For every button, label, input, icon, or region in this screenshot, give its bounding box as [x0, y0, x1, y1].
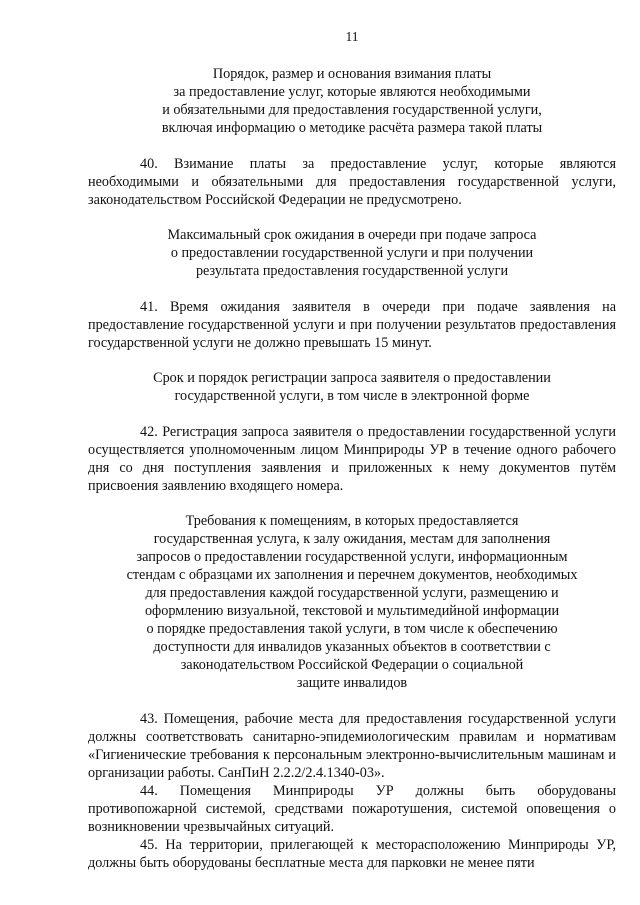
paragraph-44: 44. Помещения Минприроды УР должны быть оборудованы противопожарной системой, средствами пожаротушения, системой оповещения о возникновении чрезвычайных ситуаций. [88, 783, 616, 835]
paragraph-42: 42. Регистрация запроса заявителя о предоставлении государственной услуги осуществляется уполномоченным лицом Минприроды УР в течение одного рабочего дня со дня поступления заявления и приложенных к нему документов путём присвоения заявлению входящего номера. [88, 424, 616, 494]
section-heading: Срок и порядок регистрации запроса заявителя о предоставлении государственной услуги, в том числе в электронной форме [153, 370, 551, 404]
document-page [88, 28, 616, 872]
page-number: 11 [345, 29, 359, 44]
section-fee-procedure [88, 65, 616, 226]
section-heading: Требования к помещениям, в которых предоставляется государственная услуга, к залу ожидания, местам для заполнения запросов о предоставлении государственной услуги, информационным стендам с образцами их заполнения и перечнем документов, необходимых для предоставления каждой государственной услуги, размещению и оформлению визуальной, текстовой и мультимедийной информации о порядке предоставления такой услуги, в том числе к обеспечению доступности для инвалидов указанных объектов в соответствии с законодательством Российской Федерации о социальной защите инвалидов [126, 513, 578, 691]
paragraph-43: 43. Помещения, рабочие места для предоставления государственной услуги должны соответствовать санитарно-эпидемиологическим правилам и нормативам «Гигиенические требования к персональным электронно-вычислительным машинам и организации работы. СанПиН 2.2.2/2.4.1340-03». [88, 711, 616, 781]
section-registration [88, 369, 616, 512]
paragraph-41: 41. Время ожидания заявителя в очереди при подаче заявления на предоставление государственной услуги и при получении результатов предоставления государственной услуги не должно превышать 15 минут. [88, 299, 616, 351]
paragraph-45: 45. На территории, прилегающей к месторасположению Минприроды УР, должны быть оборудованы бесплатные места для парковки не менее пяти [88, 837, 616, 871]
section-heading: Максимальный срок ожидания в очереди при подаче запроса о предоставлении государственной услуги и при получении результата предоставления государственной услуги [167, 227, 537, 279]
paragraph-40: 40. Взимание платы за предоставление услуг, которые являются необходимыми и обязательными для предоставления государственной услуги, законодательством Российской Федерации не предусмотрено. [88, 156, 616, 208]
section-premises-requirements [88, 512, 616, 872]
section-heading: Порядок, размер и основания взимания платы за предоставление услуг, которые являются необходимыми и обязательными для предоставления государственной услуги, включая информацию о методике расчёта размера такой платы [161, 66, 543, 136]
section-max-wait-time [88, 226, 616, 369]
